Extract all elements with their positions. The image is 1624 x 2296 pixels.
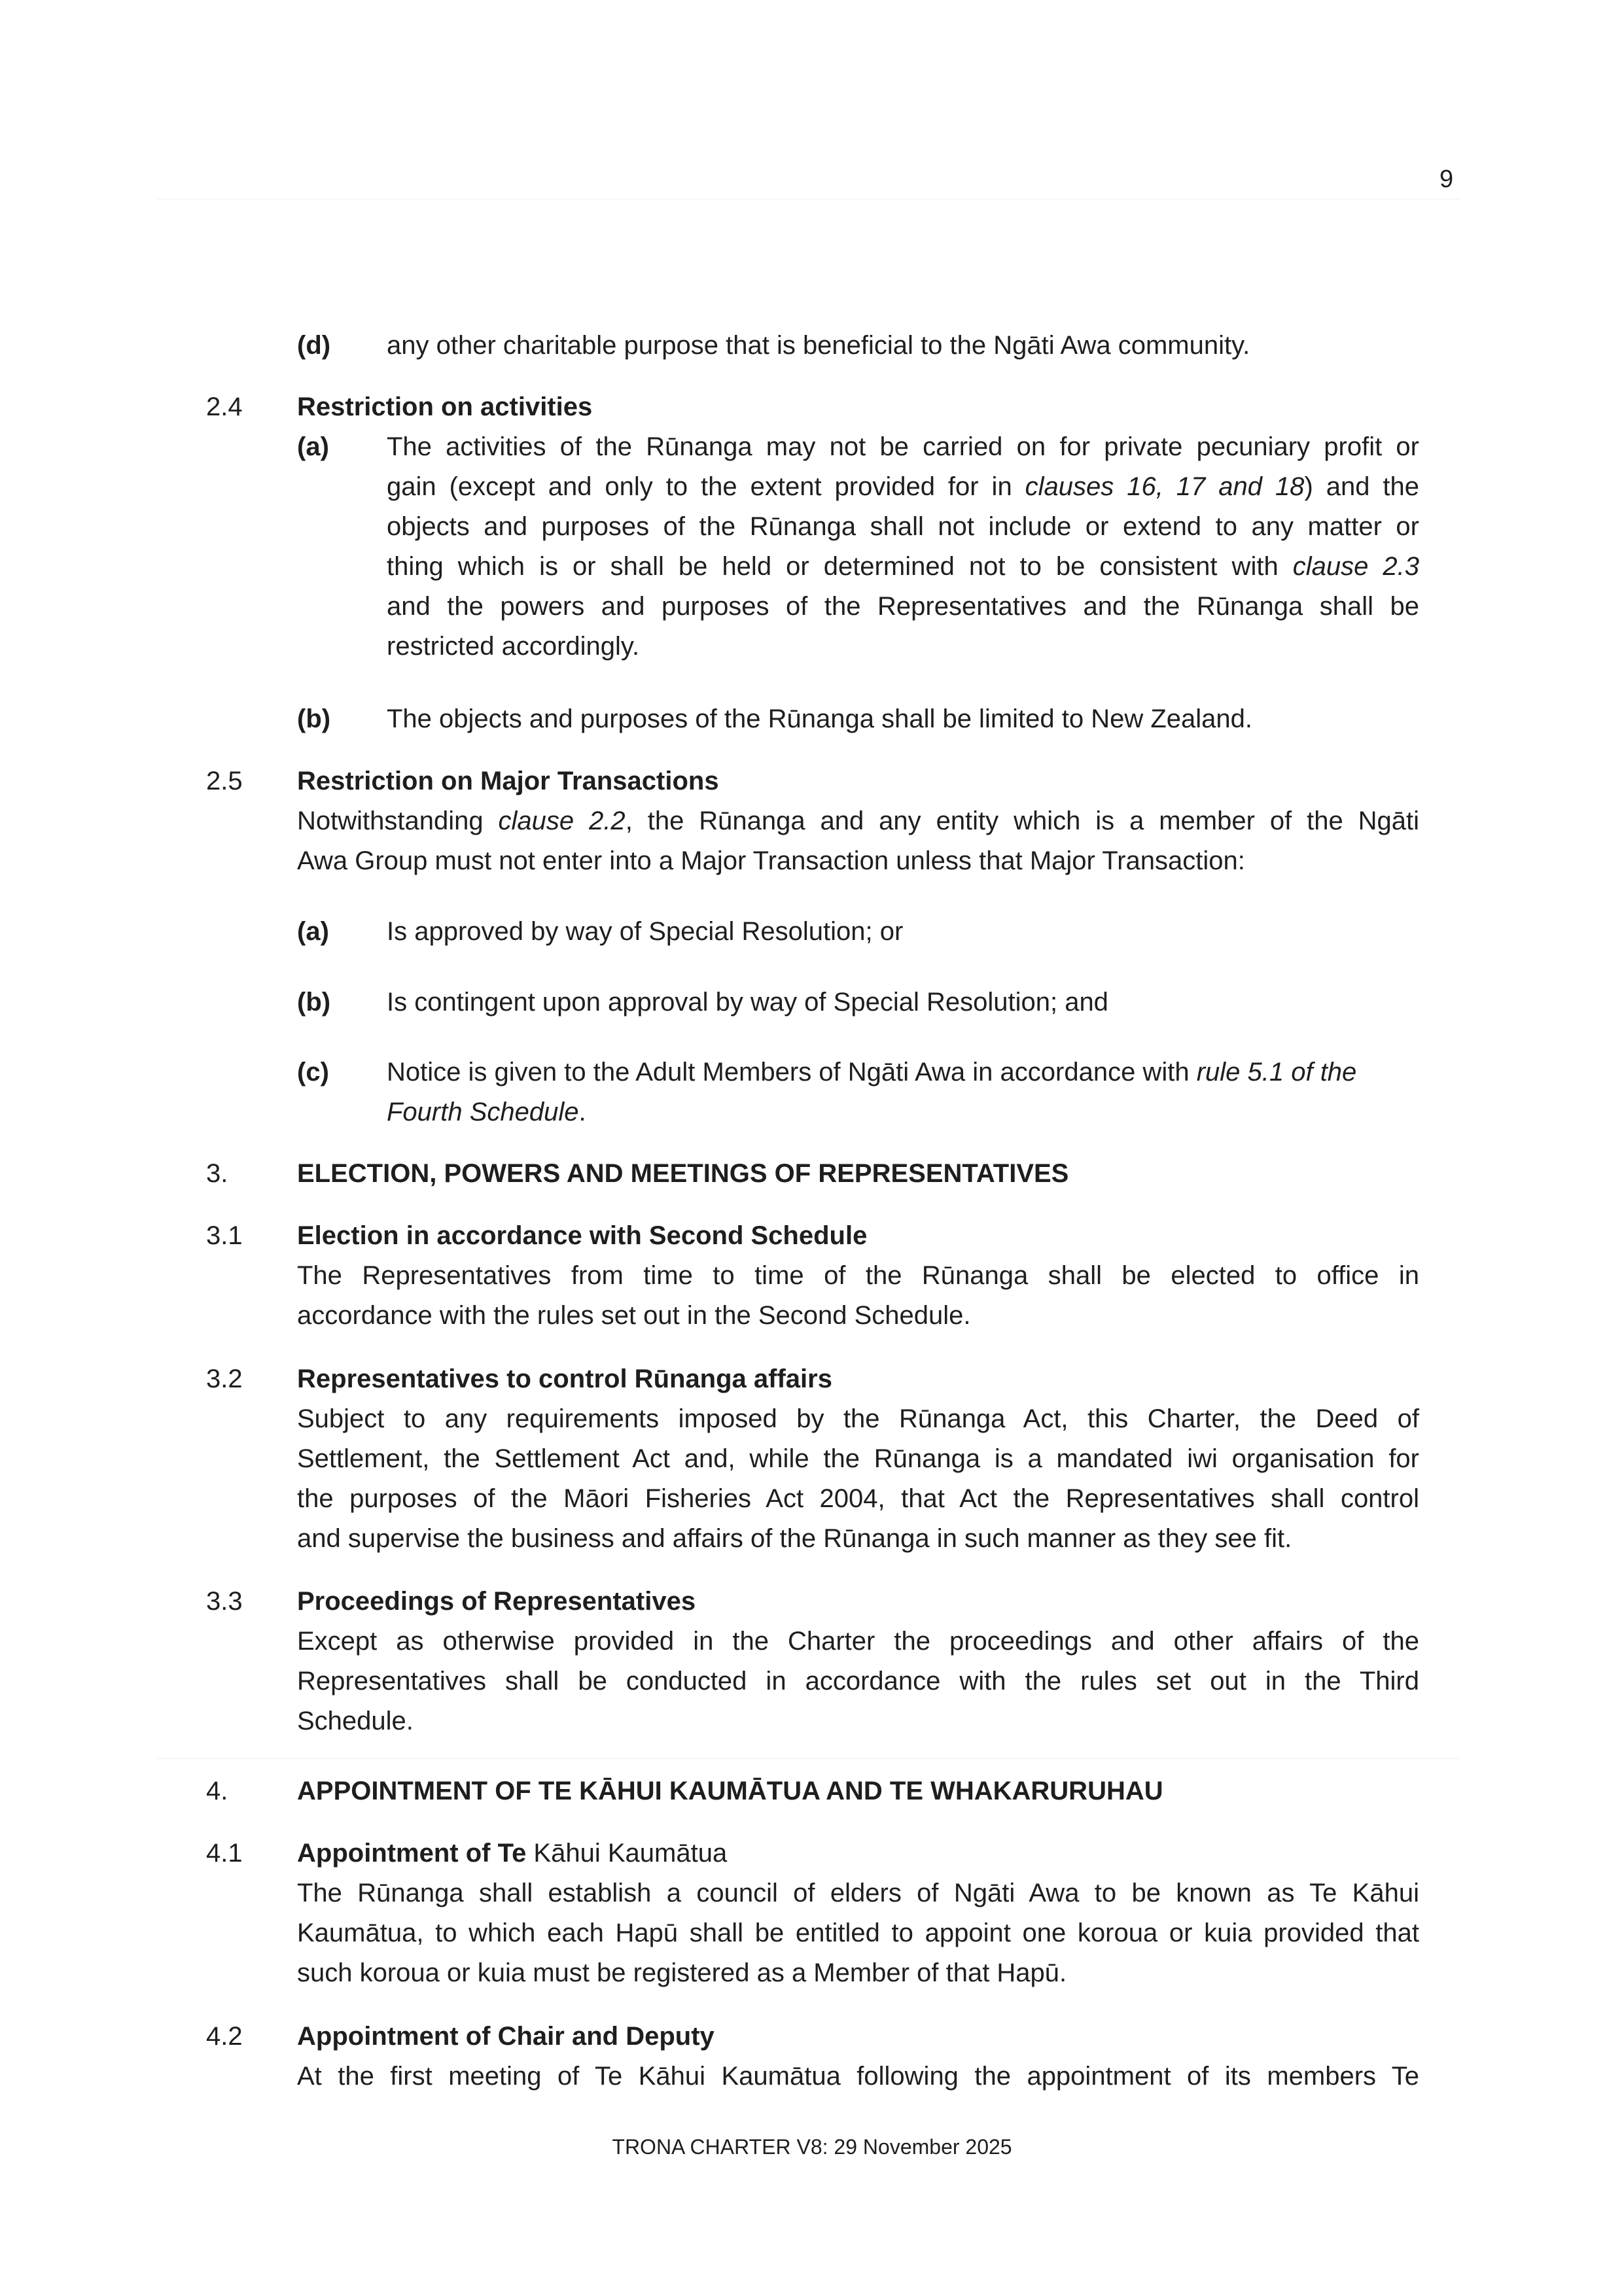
clause-heading: Appointment of Te Kāhui Kaumātua bbox=[297, 1839, 728, 1868]
item-label: (c) bbox=[297, 1058, 329, 1087]
clause-number: 3.3 bbox=[206, 1587, 243, 1616]
item-label: (b) bbox=[297, 704, 331, 733]
clause-heading: Restriction on activities bbox=[297, 392, 593, 421]
rule-reference: rule 5.1 of the bbox=[1196, 1058, 1357, 1087]
item-label: (d) bbox=[297, 331, 331, 360]
clause-heading: Restriction on Major Transactions bbox=[297, 767, 719, 795]
text-line: Representatives shall be conducted in accordance with the rules set out in the Third bbox=[297, 1667, 1419, 1696]
clause-number: 4.1 bbox=[206, 1839, 243, 1868]
page-number: 9 bbox=[1439, 165, 1454, 193]
scan-line bbox=[157, 1758, 1459, 1759]
clause-heading: Appointment of Chair and Deputy bbox=[297, 2022, 715, 2051]
text-line: and supervise the business and affairs of the Rūnanga in such manner as they see fit. bbox=[297, 1524, 1292, 1553]
clause-number: 3.2 bbox=[206, 1365, 243, 1393]
text-line: Notice is given to the Adult Members of Ngāti Awa in accordance with rule 5.1 of the bbox=[387, 1058, 1357, 1087]
item-label: (b) bbox=[297, 988, 331, 1017]
text-line: and the powers and purposes of the Representatives and the Rūnanga shall be bbox=[387, 592, 1419, 621]
item-text: any other charitable purpose that is beneficial to the Ngāti Awa community. bbox=[387, 331, 1250, 360]
clause-number: 2.4 bbox=[206, 392, 243, 421]
section-heading: APPOINTMENT OF TE KĀHUI KAUMĀTUA AND TE WHAKARURUHAU bbox=[297, 1777, 1163, 1805]
clause-reference: clauses 16, 17 and 18 bbox=[1025, 472, 1305, 501]
item-label: (a) bbox=[297, 917, 329, 946]
text-line: accordance with the rules set out in the Second Schedule. bbox=[297, 1301, 971, 1330]
clause-number: 4.2 bbox=[206, 2022, 243, 2051]
section-number: 4. bbox=[206, 1777, 228, 1805]
page-footer: TRONA CHARTER V8: 29 November 2025 bbox=[612, 2135, 1012, 2159]
clause-number: 3.1 bbox=[206, 1221, 243, 1250]
text-line: Kaumātua, to which each Hapū shall be entitled to appoint one koroua or kuia provided that bbox=[297, 1919, 1419, 1947]
text-line: such koroua or kuia must be registered as a Member of that Hapū. bbox=[297, 1958, 1067, 1987]
text-line: thing which is or shall be held or determined not to be consistent with clause 2.3 bbox=[387, 552, 1420, 581]
section-number: 3. bbox=[206, 1159, 228, 1188]
item-text: Is approved by way of Special Resolution; or bbox=[387, 917, 904, 946]
text-line: gain (except and only to the extent provided for in clauses 16, 17 and 18) and the bbox=[387, 472, 1420, 501]
item-label: (a) bbox=[297, 432, 329, 461]
schedule-reference: Fourth Schedule bbox=[387, 1098, 579, 1126]
text-line: objects and purposes of the Rūnanga shall not include or extend to any matter or bbox=[387, 512, 1419, 541]
clause-heading: Proceedings of Representatives bbox=[297, 1587, 696, 1616]
text-line: Awa Group must not enter into a Major Transaction unless that Major Transaction: bbox=[297, 846, 1245, 875]
clause-reference: clause 2.3 bbox=[1292, 552, 1420, 581]
text-line: Settlement, the Settlement Act and, while the Rūnanga is a mandated iwi organisation for bbox=[297, 1444, 1419, 1473]
text-line: The Rūnanga shall establish a council of elders of Ngāti Awa to be known as Te Kāhui bbox=[297, 1879, 1419, 1907]
clause-reference: clause 2.2 bbox=[498, 807, 626, 835]
header-rule bbox=[157, 199, 1459, 200]
text-line: Fourth Schedule. bbox=[387, 1098, 586, 1126]
text-line: Subject to any requirements imposed by the Rūnanga Act, this Charter, the Deed of bbox=[297, 1404, 1419, 1433]
text-line: The Representatives from time to time of the Rūnanga shall be elected to office in bbox=[297, 1261, 1419, 1290]
text-line: Schedule. bbox=[297, 1707, 414, 1735]
text-line: Except as otherwise provided in the Charter the proceedings and other affairs of the bbox=[297, 1627, 1419, 1656]
item-text: The objects and purposes of the Rūnanga shall be limited to New Zealand. bbox=[387, 704, 1253, 733]
text-line: restricted accordingly. bbox=[387, 632, 640, 661]
text-line: the purposes of the Māori Fisheries Act 2004, that Act the Representatives shall control bbox=[297, 1484, 1419, 1513]
text-line: Notwithstanding clause 2.2, the Rūnanga and any entity which is a member of the Ngāti bbox=[297, 807, 1420, 835]
text-line: The activities of the Rūnanga may not be carried on for private pecuniary profit or bbox=[387, 432, 1419, 461]
section-heading: ELECTION, POWERS AND MEETINGS OF REPRESENTATIVES bbox=[297, 1159, 1069, 1188]
item-text: Is contingent upon approval by way of Special Resolution; and bbox=[387, 988, 1108, 1017]
clause-heading: Representatives to control Rūnanga affairs bbox=[297, 1365, 832, 1393]
clause-number: 2.5 bbox=[206, 767, 243, 795]
text-line: At the first meeting of Te Kāhui Kaumātua following the appointment of its members Te bbox=[297, 2062, 1419, 2091]
clause-heading: Election in accordance with Second Schedule bbox=[297, 1221, 868, 1250]
